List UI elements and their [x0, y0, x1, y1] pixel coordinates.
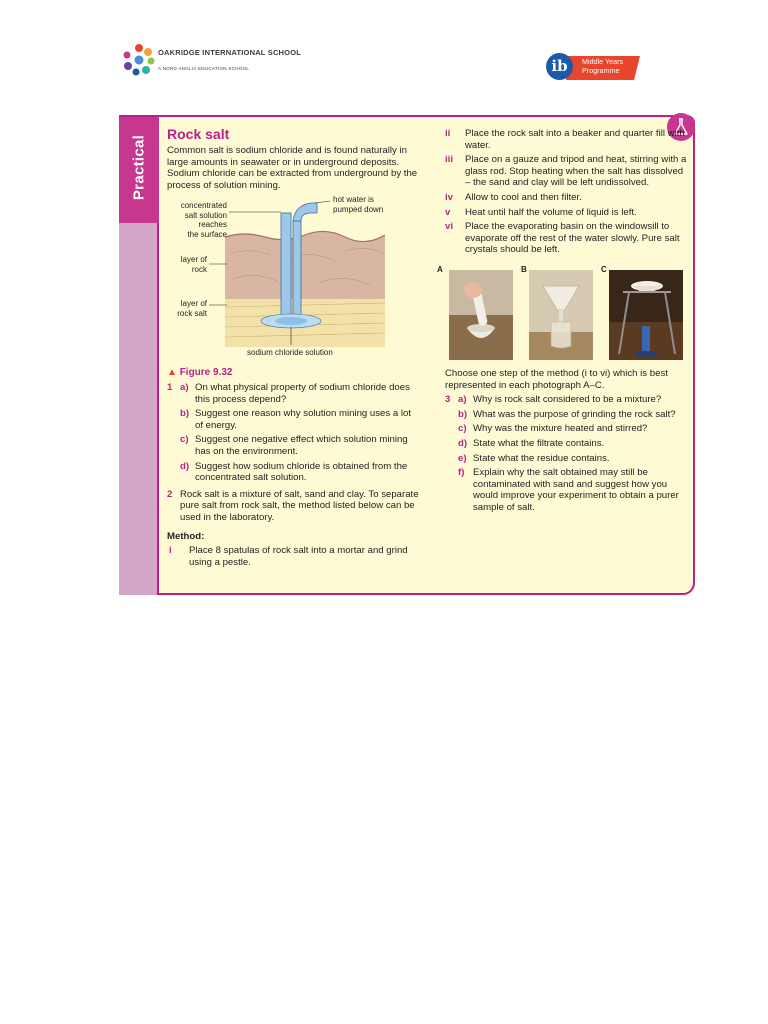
question-number: 1 [167, 381, 173, 393]
question-letter: e) [458, 452, 467, 464]
step-number: iv [445, 191, 454, 203]
side-strip [119, 223, 157, 595]
method-heading: Method: [167, 530, 205, 542]
school-tagline: A NORD ANGLIA EDUCATION SCHOOL [158, 66, 250, 71]
question-3f [445, 467, 690, 513]
step-text: Place the rock salt into a beaker and quarter fill with water. [465, 128, 685, 151]
question-number: 3 [445, 394, 451, 406]
photo-a-mortar-pestle [449, 270, 513, 360]
question-text: Why was the mixture heated and stirred? [473, 423, 648, 435]
school-logo-icon [121, 42, 157, 78]
school-logo [121, 42, 321, 78]
method-step-v [445, 207, 690, 219]
question-letter: a) [180, 381, 189, 393]
photo-b-filtering [529, 270, 593, 360]
question-text: State what the residue contains. [473, 452, 610, 464]
right-column [437, 125, 690, 513]
question-letter: c) [458, 423, 467, 435]
photo-c-heating [609, 270, 683, 360]
method-step-vi [445, 221, 690, 256]
question-1b [167, 408, 419, 431]
figure-caption [167, 367, 419, 379]
solution-mining-diagram [167, 195, 419, 365]
method-step-iii [445, 154, 690, 189]
intro-text: Common salt is sodium chloride and is found naturally in large amounts in seawater or in underground deposits. Sodium chloride can be extracted from underground by the process of solution mining. [167, 145, 418, 191]
ib-mark: ib [546, 53, 573, 80]
ib-programme-text: Middle Years Programme [582, 57, 624, 75]
school-name: OAKRIDGE INTERNATIONAL SCHOOL [158, 48, 302, 57]
step-text: Place the evaporating basin on the windowsill to evaporate off the rest of the water slowly. Pure salt crystals should be left. [465, 221, 680, 256]
question-number: 2 [167, 488, 173, 500]
step-text: Place on a gauze and tripod and heat, stirring with a glass rod. Stop heating when the salt has dissolved – the sand and clay will be left undissolved. [465, 154, 687, 189]
ib-logo-icon [546, 53, 642, 83]
figure-caption-text: Figure 9.32 [179, 367, 233, 379]
method-step-ii [445, 128, 690, 151]
step-number: vi [445, 221, 454, 233]
question-letter: b) [458, 408, 468, 420]
label-hot-water: hot water is pumped down [333, 195, 384, 214]
label-layer-of-rock-salt: layer of rock salt [177, 299, 207, 318]
question-letter: b) [180, 408, 190, 420]
step-number: ii [445, 128, 451, 139]
question-1a [167, 382, 419, 405]
practical-panel [119, 115, 695, 595]
method-step-i [167, 545, 419, 568]
figure-marker-icon: ▲ [167, 367, 177, 379]
question-3e [445, 453, 690, 465]
question-letter: f) [458, 467, 465, 479]
question-1c [167, 434, 419, 457]
question-letter: d) [458, 437, 468, 449]
question-letter: c) [180, 434, 189, 446]
question-3b [445, 409, 690, 421]
page-title: Rock salt [167, 126, 230, 142]
photo-c-label: C [601, 264, 607, 274]
photographs [437, 264, 690, 364]
question-text: Why is rock salt considered to be a mixture? [473, 394, 662, 406]
label-sodium-chloride-solution: sodium chloride solution [247, 348, 333, 358]
photo-b-label: B [521, 264, 527, 274]
question-text: Suggest how sodium chloride is obtained from the concentrated salt solution. [195, 460, 408, 484]
step-text: Allow to cool and then filter. [465, 191, 582, 203]
method-step-iv [445, 192, 690, 204]
question-text: What was the purpose of grinding the rock salt? [473, 408, 676, 420]
question-text: On what physical property of sodium chloride does this process depend? [195, 381, 410, 405]
step-number: v [445, 206, 451, 218]
left-column [167, 125, 419, 568]
question-text: State what the filtrate contains. [473, 437, 605, 449]
practical-tab [119, 117, 159, 223]
diagram-leader-lines [167, 195, 419, 365]
practical-label: Practical [130, 134, 148, 201]
question-2 [167, 489, 419, 524]
label-layer-of-rock: layer of rock [180, 255, 207, 274]
question-3d [445, 438, 690, 450]
photo-a-label: A [437, 264, 443, 274]
step-number: iii [445, 154, 453, 166]
question-letter: d) [180, 460, 190, 472]
photo-prompt: Choose one step of the method (i to vi) which is best represented in each photograph A–C. [445, 367, 668, 391]
question-letter: a) [458, 394, 467, 406]
step-number: i [169, 545, 172, 557]
question-text: Explain why the salt obtained may still be contaminated with sand and suggest how you would improve your experiment to obtain a purer sample of salt. [473, 467, 679, 513]
question-3c [445, 423, 690, 435]
label-concentrated-solution: concentrated salt solution reaches the surface [180, 201, 227, 239]
step-text: Heat until half the volume of liquid is left. [465, 206, 637, 218]
step-text: Place 8 spatulas of rock salt into a mortar and grind using a pestle. [189, 545, 408, 568]
side-strip-border [157, 223, 159, 595]
question-3a [445, 394, 690, 406]
question-text: Suggest one negative effect which solution mining has on the environment. [195, 434, 408, 457]
question-1d [167, 461, 419, 484]
question-text: Rock salt is a mixture of salt, sand and clay. To separate pure salt from rock salt, the method listed below can be used in the laboratory. [180, 488, 419, 523]
question-text: Suggest one reason why solution mining uses a lot of energy. [195, 408, 411, 431]
